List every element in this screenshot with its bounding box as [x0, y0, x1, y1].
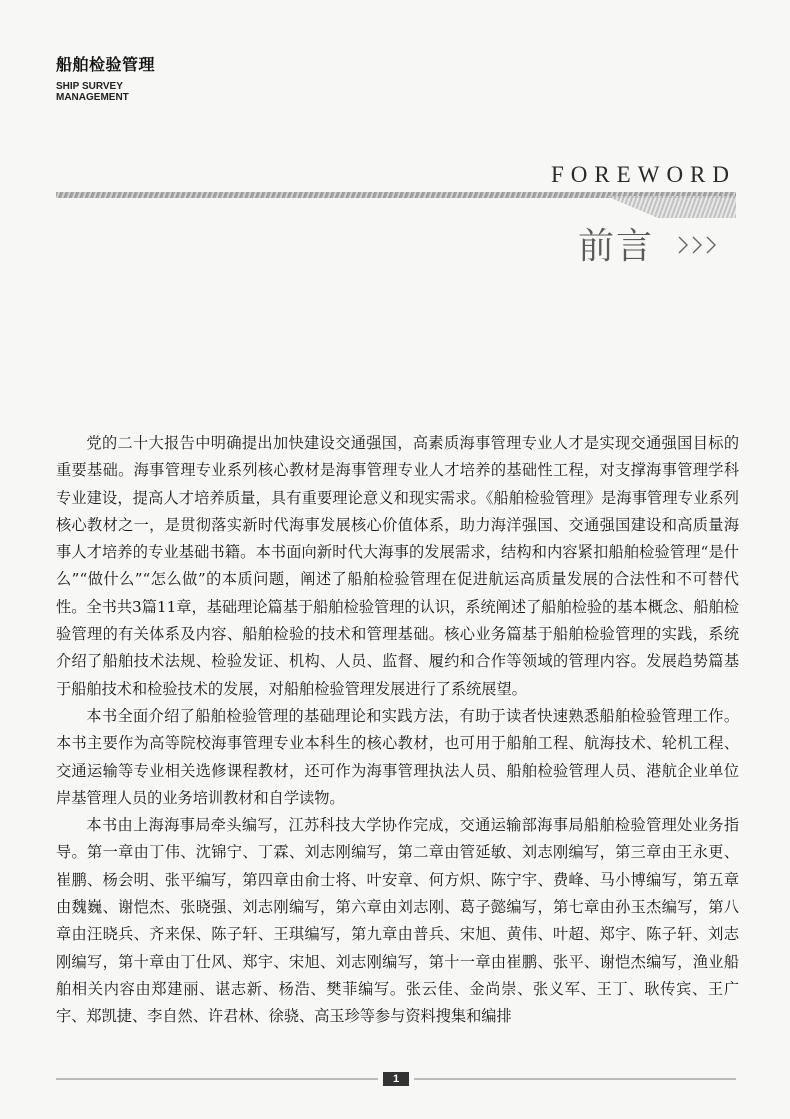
- foreword-heading-en: FOREWORD: [550, 162, 736, 187]
- foreword-body: [56, 430, 739, 1031]
- page-number: 1: [383, 1072, 409, 1086]
- book-subtitle-line1: SHIP SURVEY: [56, 81, 123, 92]
- page-number-rule-right: [414, 1078, 736, 1080]
- book-subtitle-en: [56, 81, 129, 103]
- paragraph-2: 本书全面介绍了船舶检验管理的基础理论和实践方法，有助于读者快速熟悉船舶检验管理工作。本书主要作为高等院校海事管理专业本科生的核心教材，也可用于船舶工程、航海技术、轮机工程、交通运输等专业相关选修课程教材，还可作为海事管理执法人员、船舶检验管理人员、港航企业单位岸基管理人员的业务培训教材和自学读物。: [56, 706, 739, 807]
- book-subtitle-line2: MANAGEMENT: [56, 92, 129, 103]
- foreword-heading-zh: 前言: [578, 226, 655, 267]
- triple-chevron-right-icon: [676, 234, 718, 256]
- book-title: 船舶检验管理: [56, 55, 156, 74]
- decorative-band-tail: [606, 196, 736, 218]
- paragraph-1: 党的二十大报告中明确提出加快建设交通强国，高素质海事管理专业人才是实现交通强国目标的重要基础。海事管理专业系列核心教材是海事管理专业人才培养的基础性工程，对支撑海事管理学科专业建设，提高人才培养质量，具有重要理论意义和现实需求。《船舶检验管理》是海事管理专业系列核心教材之一，是贯彻落实新时代海事发展核心价值体系，助力海洋强国、交通强国建设和高质量海事人才培养的专业基础书籍。本书面向新时代大海事的发展需求，结构和内容紧扣船舶检验管理“是什么”“做什么”“怎么做”的本质问题，阐述了船舶检验管理在促进航运高质量发展的合法性和不可替代性。全书共3篇11章，基础理论篇基于船舶检验管理的认识，系统阐述了船舶检验的基本概念、船舶检验管理的有关体系及内容、船舶检验的技术和管理基础。核心业务篇基于船舶检验管理的实践，系统介绍了船舶技术法规、检验发证、机构、人员、监督、履约和合作等领域的管理内容。发展趋势篇基于船舶技术和检验技术的发展，对船舶检验管理发展进行了系统展望。: [56, 434, 739, 698]
- paragraph-3: 本书由上海海事局牵头编写，江苏科技大学协作完成，交通运输部海事局船舶检验管理处业务指导。第一章由丁伟、沈锦宁、丁霖、刘志刚编写，第二章由管延敏、刘志刚编写，第三章由王永更、崔鹏、杨会明、张平编写，第四章由俞士将、叶安章、何方炽、陈宁宇、费峰、马小博编写，第五章由魏巍、谢恺杰、张晓强、刘志刚编写，第六章由刘志刚、葛子懿编写，第七章由孙玉杰编写，第八章由汪晓兵、齐来保、陈子轩、王琪编写，第九章由普兵、宋旭、黄伟、叶超、郑宇、陈子轩、刘志刚编写，第十章由丁仕风、郑宇、宋旭、刘志刚编写，第十一章由崔鹏、张平、谢恺杰编写，渔业船舶相关内容由郑建丽、谌志新、杨浩、樊菲编写。张云佳、金尚崇、张义军、王丁、耿传宾、王广宇、郑凯捷、李自然、许君林、徐骁、高玉珍等参与资料搜集和编排: [56, 816, 739, 1026]
- page-number-rule-left: [56, 1078, 378, 1080]
